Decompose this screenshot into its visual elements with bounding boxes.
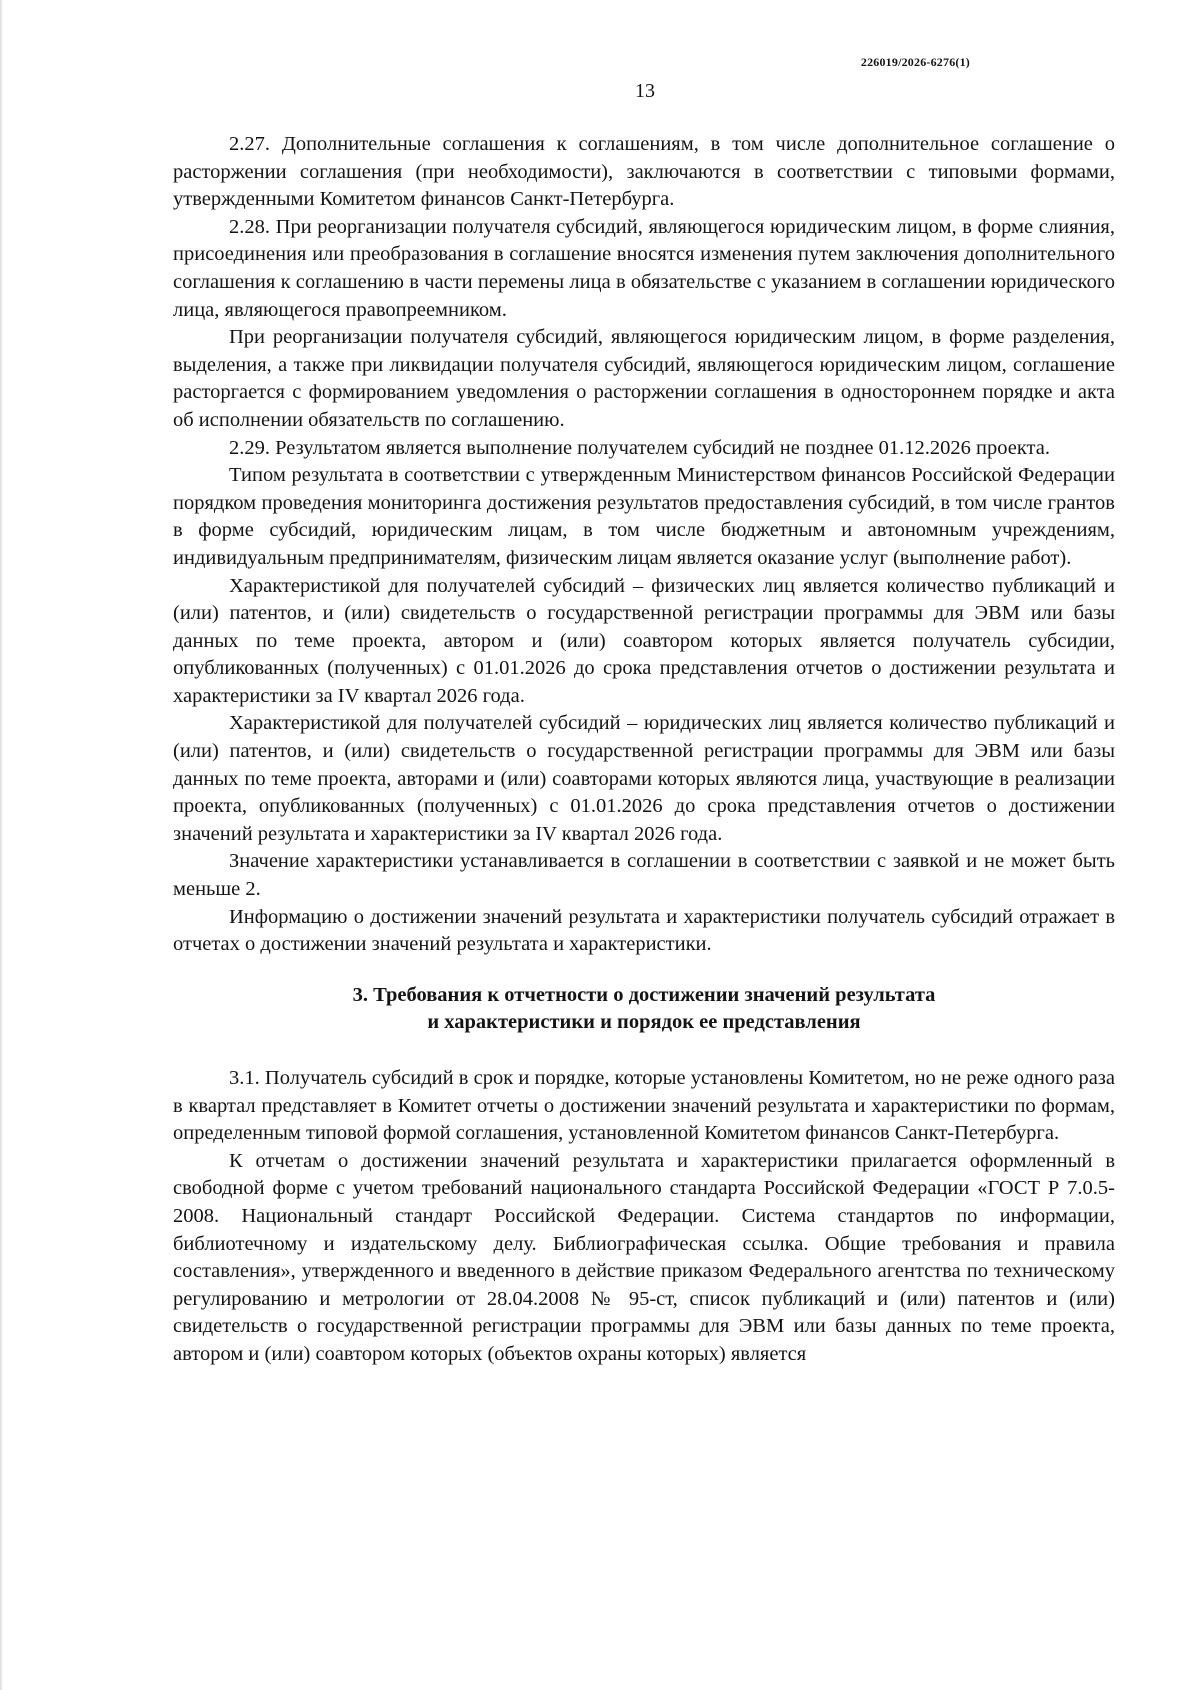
section-3-heading: [173, 982, 1115, 1037]
paragraph-reporting-info: Информацию о достижении значений результата и характеристики получатель субсидий отражает в отчетах о достижении значений результата и характеристики.: [173, 905, 1115, 956]
paragraph-characteristic-individuals: Характеристикой для получателей субсидий – физических лиц является количество публикаций и (или) патентов, и (или) свидетельств о государственной регистрации программы для ЭВМ или базы данных по теме проекта, автором и (или) соавтором которых является получатель субсидии, опубликованных (полученных) с 01.01.2026 до срока представления отчетов о достижении результата и характеристики за IV квартал 2026 года.: [173, 574, 1115, 707]
section-3-heading-line-1: 3. Требования к отчетности о достижении значений результата: [352, 983, 936, 1006]
paragraph-result-type: Типом результата в соответствии с утвержденным Министерством финансов Российской Федерации порядком проведения мониторинга достижения результатов предоставления субсидий, в том числе грантов в форме субсидий, юридическим лицам, в том числе бюджетным и автономным учреждениям, индивидуальным предпринимателям, физическим лицам является оказание услуг (выполнение работ).: [173, 464, 1115, 569]
paragraph-report-attachments: К отчетам о достижении значений результата и характеристики прилагается оформленный в свободной форме с учетом требований национального стандарта Российской Федерации «ГОСТ Р 7.0.5-2008. Национальный стандарт Российской Федерации. Система стандартов по информации, библиотечному и издательскому делу. Библиографическая ссылка. Общие требования и правила составления», утвержденного и введенного в действие приказом Федерального агентства по техническому регулированию и метрологии от 28.04.2008 № 95-ст, список публикаций и (или) патентов и (или) свидетельств о государственной регистрации программы для ЭВМ или базы данных по теме проекта, автором и (или) соавтором которых (объектов охраны которых) является: [173, 1149, 1115, 1365]
section-3-heading-line-2: и характеристики и порядок ее представления: [427, 1011, 861, 1034]
paragraph-characteristic-value: Значение характеристики устанавливается в соглашении в соответствии с заявкой и не может быть меньше 2.: [173, 850, 1115, 901]
page-number: 13: [635, 80, 655, 102]
scan-edge: [0, 0, 3, 1690]
paragraph-reorganization: При реорганизации получателя субсидий, являющегося юридическим лицом, в форме разделения, выделения, а также при ликвидации получателя субсидий, являющегося юридическим лицом, соглашение расторгается с формированием уведомления о расторжении соглашения в одностороннем порядке и акта об исполнении обязательств по соглашению.: [173, 326, 1115, 431]
document-registration-number: 226019/2026-6276(1): [860, 55, 970, 69]
document-body: [173, 131, 1115, 1369]
paragraph-2-28: 2.28. При реорганизации получателя субсидий, являющегося юридическим лицом, в форме слияния, присоединения или преобразования в соглашение вносятся изменения путем заключения дополнительного соглашения к соглашению в части перемены лица в обязательстве с указанием в соглашении юридического лица, являющегося правопреемником.: [173, 215, 1115, 321]
paragraph-2-29: 2.29. Результатом является выполнение получателем субсидий не позднее 01.12.2026 проекта.: [229, 436, 1050, 459]
paragraph-characteristic-legal-entities: Характеристикой для получателей субсидий – юридических лиц является количество публикаций и (или) патентов, и (или) свидетельств о государственной регистрации программы для ЭВМ или базы данных по теме проекта, авторами и (или) соавторами которых являются лица, участвующие в реализации проекта, опубликованных (полученных) с 01.01.2026 до срока представления отчетов о достижении значений результата и характеристики за IV квартал 2026 года.: [173, 712, 1115, 845]
paragraph-2-27: 2.27. Дополнительные соглашения к соглашениям, в том числе дополнительное соглашение о расторжении соглашения (при необходимости), заключаются в соответствии с типовыми формами, утвержденными Комитетом финансов Санкт-Петербурга.: [173, 133, 1115, 211]
paragraph-3-1: 3.1. Получатель субсидий в срок и порядке, которые установлены Комитетом, но не реже одного раза в квартал представляет в Комитет отчеты о достижении значений результата и характеристики по формам, определенным типовой формой соглашения, установленной Комитетом финансов Санкт-Петербурга.: [173, 1067, 1115, 1145]
